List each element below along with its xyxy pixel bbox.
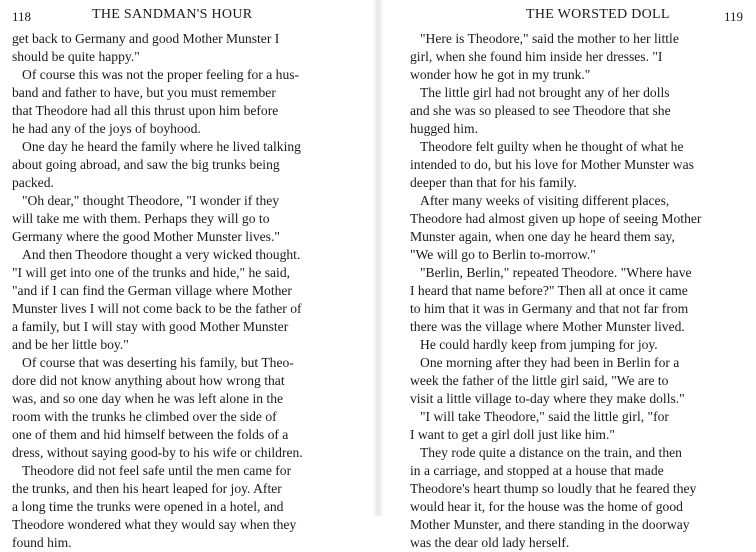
text-line: one of them and hid himself between the folds of a: [12, 427, 289, 442]
text-line: intended to do, but his love for Mother Munster was: [410, 157, 694, 172]
text-line: Of course that was deserting his family, but Theo-: [22, 355, 294, 370]
text-line: Theodore had almost given up hope of seeing Mother: [410, 211, 702, 226]
text-line: band and father to have, but you must remember: [12, 85, 276, 100]
text-line: will take me with them. Perhaps they will go to: [12, 211, 270, 226]
left-page: [0, 0, 378, 550]
text-line: Of course this was not the proper feeling for a hus-: [22, 67, 300, 82]
text-line: One morning after they had been in Berlin for a: [420, 355, 680, 370]
text-line: a long time the trunks were opened in a hotel, and: [12, 499, 284, 514]
text-line: He could hardly keep from jumping for joy.: [420, 337, 658, 352]
text-line: room with the trunks he climbed over the side of: [12, 409, 277, 424]
text-line: Munster again, when one day he heard them say,: [410, 229, 675, 244]
text-line: packed.: [12, 175, 54, 190]
text-line: and be her little boy.": [12, 337, 129, 352]
text-line: Munster lives I will not come back to be the father of: [12, 301, 302, 316]
page-number: 118: [12, 9, 32, 24]
text-line: in a carriage, and stopped at a house that made: [410, 463, 664, 478]
text-line: found him.: [12, 535, 72, 550]
text-line: to him that it was in Germany and that not far from: [410, 301, 689, 316]
text-line: Theodore's heart thump so loudly that he feared they: [410, 481, 697, 496]
text-line: and she was so pleased to see Theodore that she: [410, 103, 671, 118]
text-line: that Theodore had all this thrust upon him before: [12, 103, 279, 118]
text-line: week the father of the little girl said, "We are to: [410, 373, 669, 388]
text-line: "I will take Theodore," said the little girl, "for: [420, 409, 669, 424]
text-line: visit a little village to-day where they make dolls.": [410, 391, 685, 406]
text-line: "and if I can find the German village where Mother: [12, 283, 292, 298]
text-line: Mother Munster, and there standing in the doorway: [410, 517, 690, 532]
text-line: should be quite happy.": [12, 49, 140, 64]
text-line: dore did not know anything about how wrong that: [12, 373, 285, 388]
text-line: Theodore felt guilty when he thought of what he: [420, 139, 684, 154]
text-line: dress, without saying good-by to his wife or children.: [12, 445, 303, 460]
text-line: was, and so one day when he was left alone in the: [12, 391, 284, 406]
text-line: They rode quite a distance on the train, and then: [420, 445, 682, 460]
text-line: girl, when she found him inside her dresses. "I: [410, 49, 663, 64]
text-line: I want to get a girl doll just like him.": [410, 427, 615, 442]
text-line: "I will get into one of the trunks and hide," he said,: [12, 265, 291, 280]
text-line: After many weeks of visiting different places,: [420, 193, 670, 208]
text-line: would hear it, for the house was the home of good: [410, 499, 683, 514]
text-line: Theodore wondered what they would say when they: [12, 517, 297, 532]
text-line: hugged him.: [410, 121, 478, 136]
body-text: [410, 30, 750, 552]
text-line: "We will go to Berlin to-morrow.": [410, 247, 596, 262]
text-line: there was the village where Mother Munster lived.: [410, 319, 685, 334]
text-line: he had any of the joys of boyhood.: [12, 121, 201, 136]
text-line: I heard that name before?" Then all at once it came: [410, 283, 688, 298]
text-line: about going abroad, and saw the big trunks being: [12, 157, 280, 172]
page-number: 119: [724, 9, 744, 24]
text-line: a family, but I will stay with good Mother Munster: [12, 319, 289, 334]
text-line: was the dear old lady herself.: [410, 535, 570, 550]
body-text: [12, 30, 368, 552]
text-line: And then Theodore thought a very wicked thought.: [22, 247, 301, 262]
text-line: "Berlin, Berlin," repeated Theodore. "Where have: [420, 265, 692, 280]
text-line: deeper than that for his family.: [410, 175, 577, 190]
text-line: The little girl had not brought any of her dolls: [420, 85, 670, 100]
text-line: the trunks, and then his heart leaped for joy. After: [12, 481, 282, 496]
text-line: "Oh dear," thought Theodore, "I wonder if they: [22, 193, 280, 208]
running-head: THE SANDMAN'S HOUR: [92, 7, 253, 22]
text-line: wonder how he got in my trunk.": [410, 67, 591, 82]
text-line: Theodore did not feel safe until the men came for: [22, 463, 292, 478]
right-page: [378, 0, 756, 550]
text-line: get back to Germany and good Mother Munster I: [12, 31, 280, 46]
text-line: One day he heard the family where he lived talking: [22, 139, 301, 154]
text-line: Germany where the good Mother Munster lives.": [12, 229, 280, 244]
text-line: "Here is Theodore," said the mother to her little: [420, 31, 679, 46]
running-head: THE WORSTED DOLL: [526, 7, 670, 22]
